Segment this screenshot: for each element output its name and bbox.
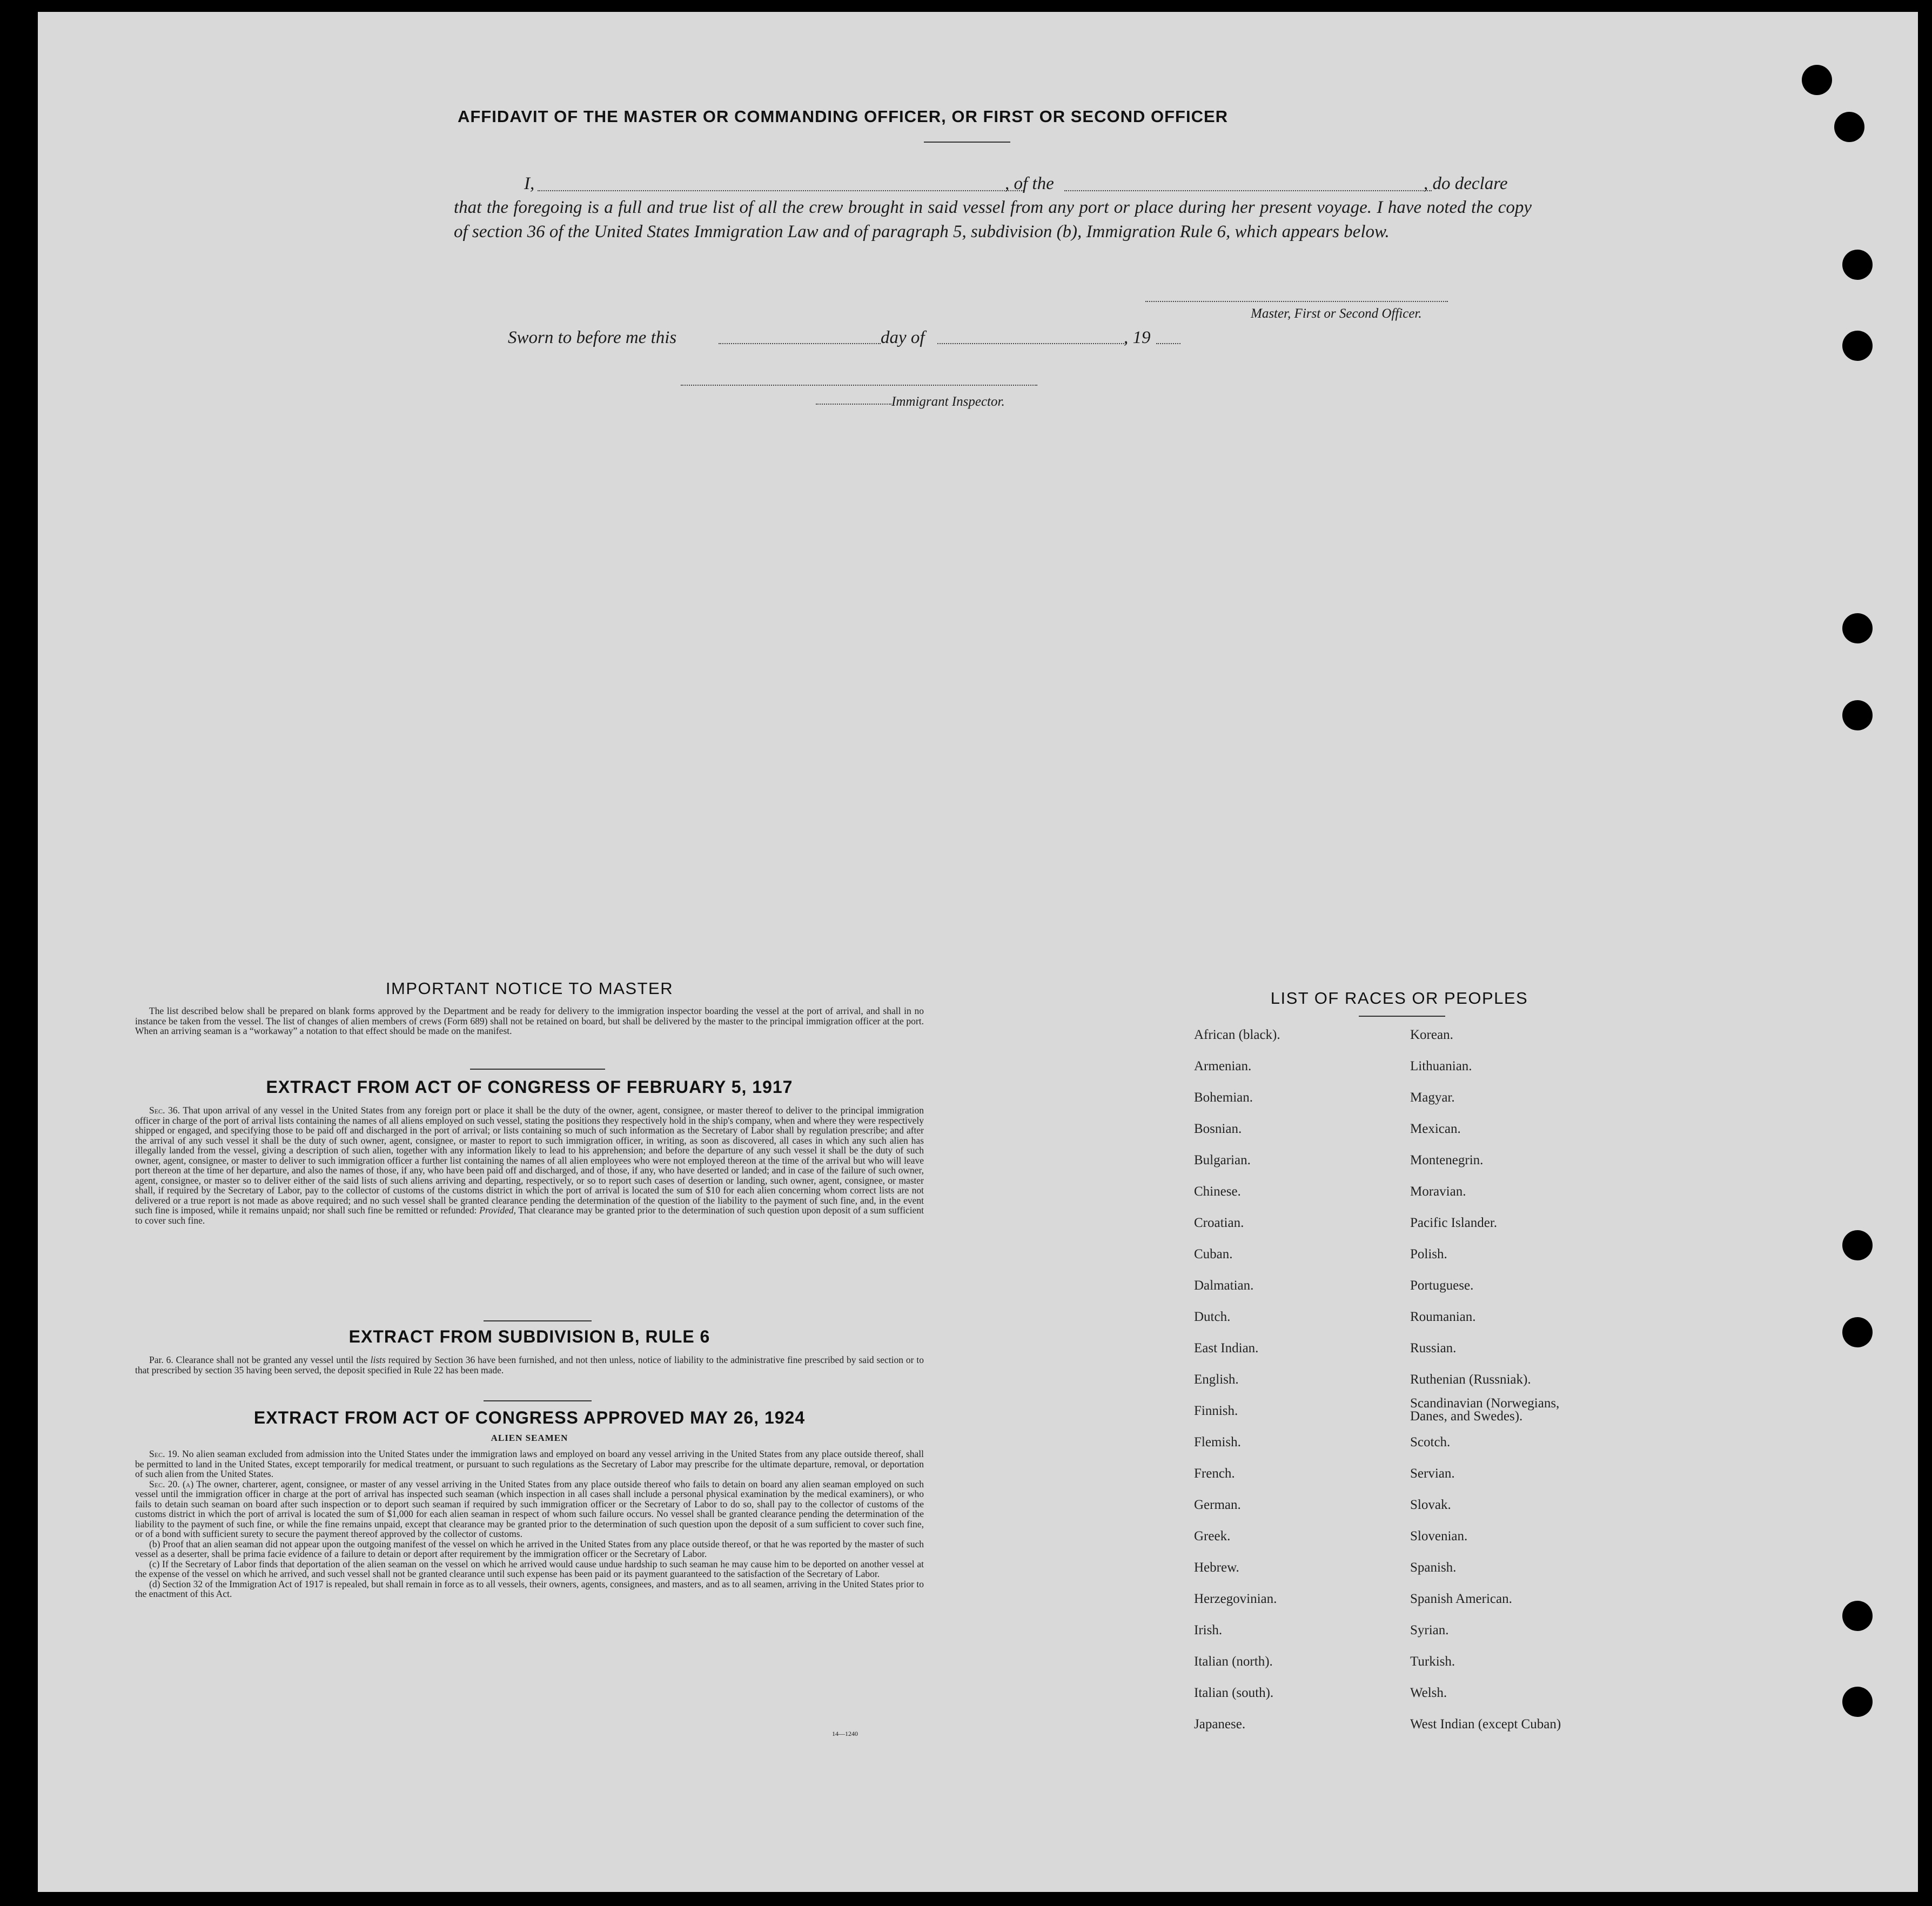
inspector-signature-line: [681, 385, 1037, 386]
race-item: Bosnian.: [1194, 1122, 1242, 1136]
race-item: Scandinavian (Norwegians, Danes, and Swedes).: [1410, 1396, 1560, 1424]
race-item: African (black).: [1194, 1028, 1280, 1042]
race-item: French.: [1194, 1466, 1235, 1481]
extract-1917-text: [135, 1105, 924, 1225]
race-item: German.: [1194, 1498, 1241, 1512]
affidavit-line1-mid: , of the: [1005, 174, 1054, 193]
notice-paragraph: The list described below shall be prepared on blank forms approved by the Department and be ready for delivery to the immigration inspector boarding the vessel at the port of arrival, and shall in no instance be taken from the vessel. The list of changes of alien members of crews (Form 689) shall not be retained on board, but shall be delivered by the master to the principal immigration officer at the port. When an arriving seaman is a “workaway” a notation to that effect should be made on the manifest.: [135, 1005, 924, 1036]
vessel-blank: [1064, 190, 1432, 191]
act-1924-title: EXTRACT FROM ACT OF CONGRESS APPROVED MAY 26, 1924: [253, 1408, 806, 1427]
race-item: Magyar.: [1410, 1090, 1455, 1105]
race-item: Italian (north).: [1194, 1654, 1273, 1669]
race-item: Servian.: [1410, 1466, 1455, 1481]
alien-seamen-subtitle: ALIEN SEAMEN: [491, 1433, 568, 1443]
title-underline: [924, 142, 1010, 143]
affidavit-body: that the foregoing is a full and true list of all the crew brought in said vessel from any port or place during her present voyage. I have noted the copy of section 36 of the United States Immigration Law and of paragraph 5, subdivision (b), Immigration Rule 6, which appears below.: [454, 198, 1532, 241]
rule6-part-a: Par. 6. Clearance shall not be granted any vessel until the: [149, 1354, 368, 1365]
sec20d-body: (d) Section 32 of the Immigration Act of 1917 is repealed, but shall remain in force as to all vessels, their owners, agents, consignees, and masters, and as to all seamen, arriving in the United States prior to the enactment of this Act.: [135, 1578, 924, 1599]
name-blank: [538, 190, 1024, 191]
notice-text: [135, 1006, 924, 1036]
races-title-underline: [1359, 1016, 1445, 1017]
race-item: Finnish.: [1194, 1404, 1238, 1418]
race-item: Montenegrin.: [1410, 1153, 1484, 1167]
punch-hole: [1842, 1230, 1873, 1260]
race-item: Cuban.: [1194, 1247, 1233, 1261]
inspector-short-line: [816, 404, 891, 405]
sworn-year-blank: [1156, 343, 1180, 344]
race-item: Roumanian.: [1410, 1310, 1476, 1324]
extract-1917-divider: [484, 1320, 592, 1321]
race-item: East Indian.: [1194, 1341, 1259, 1355]
race-item: Flemish.: [1194, 1435, 1241, 1449]
punch-hole: [1842, 1601, 1873, 1631]
race-item: Scotch.: [1410, 1435, 1451, 1449]
sec19-body: No alien seaman excluded from admission into the United States under the immigration laws and employed on board any vessel arriving in the United States from any place outside thereof, shall be permitted to land in the United States, except temporarily for medical treatment, or pursuant to such regulations as the Secretary of Labor may prescribe for the ultimate departure, removal, or deportation of such alien from the United States.: [135, 1448, 924, 1479]
sec19-label: Sec. 19.: [149, 1448, 180, 1459]
form-sheet: [38, 12, 1918, 1892]
race-item: Lithuanian.: [1410, 1059, 1472, 1073]
race-item: Italian (south).: [1194, 1686, 1274, 1700]
affidavit-title: AFFIDAVIT OF THE MASTER OR COMMANDING OFFICER, OR FIRST OR SECOND OFFICER: [457, 107, 1229, 126]
race-item: Syrian.: [1410, 1623, 1449, 1637]
punch-hole: [1842, 331, 1873, 361]
extract-1917-title: EXTRACT FROM ACT OF CONGRESS OF FEBRUARY 5, 1917: [266, 1077, 793, 1097]
sworn-day-blank: [719, 343, 881, 344]
notice-divider: [470, 1069, 605, 1070]
rule6-text: [135, 1355, 924, 1375]
punch-hole: [1834, 112, 1864, 142]
rule6-title: EXTRACT FROM SUBDIVISION B, RULE 6: [348, 1327, 710, 1346]
sec36-body: That upon arrival of any vessel in the United States from any foreign port or place it shall be the duty of the owner, agent, consignee, or master thereof to deliver to the principal immigration officer in charge of the port of arrival lists containing the names of all aliens employed on such vessel, stating the positions they respectively hold in the ship's company, when and where they were respectively shipped or engaged, and specifying those to be paid off and discharged in the port of arrival; or lists containing so much of such information as the Secretary of Labor shall by regulation prescribe; and after the arrival of any such vessel it shall be the duty of such owner, agent, consignee, or master to report to such immigration officer, in writing, as soon as discovered, all cases in which any such alien has illegally landed from the vessel, giving a description of such alien, together with any information likely to lead to his apprehension; and before the departure of any such vessel it shall be the duty of such owner, agent, consignee, or master to deliver to such immigration officer a further list containing the names of all alien employees who were not employed thereon at the time of the arrival but who will leave port thereon at the time of her departure, and also the names of those, if any, who have been paid off and discharged, and of those, if any, who have deserted or landed; and in case of the failure of such owner, agent, consignee, or master so to deliver either of the said lists of such aliens arriving and departing, respectively, or so to report such cases of desertion or landing, such owner, agent, consignee, or master shall, if required by the Secretary of Labor, pay to the collector of customs of the customs district in which the port of arrival is located the sum of $10 for each alien concerning whom correct lists are not delivered or a true report is not made as above required; and no such vessel shall be granted clearance pending the determination of the question of the liability to the payment of such fine, and, in the event such fine is imposed, while it remains unpaid; nor shall such fine be remitted or refunded:: [135, 1105, 924, 1216]
act-1924-text: [135, 1449, 924, 1599]
race-item: Spanish American.: [1410, 1592, 1512, 1606]
sec36-label: Sec. 36.: [149, 1105, 180, 1116]
sec20a-body: The owner, charterer, agent, consignee, or master of any vessel arriving in the United States from any place outside thereof who fails to detain on board any alien seaman employed on such vessel until the immigration officer in charge at the port of arrival has inspected such seaman (which inspection in all cases shall include a personal physical examination by the medical examiners), or who fails to detain such seaman on board after such inspection or to deport such seaman if required by such immigration officer or the Secretary of Labor to do so, shall pay to the collector of customs of the customs district in which the port of arrival is located the sum of $1,000 for each alien seaman in respect of whom such failure occurs. No vessel shall be granted clearance pending the determination of the liability to the payment of such fine, or while the fine remains unpaid, except that clearance may be granted prior to the determination of such question upon the deposit of a sum sufficient to cover such fine, or of a bond with sufficient surety to secure the payment thereof approved by the collector of customs.: [135, 1478, 924, 1539]
notice-title: IMPORTANT NOTICE TO MASTER: [385, 979, 674, 998]
sec20b-body: (b) Proof that an alien seaman did not appear upon the outgoing manifest of the vessel on which he arrived in the United States from any place outside thereof, or that he was reported by the master of such vessel as a deserter, shall be prima facie evidence of a failure to detain or deport after requirement by the immigration officer or the Secretary of Labor.: [135, 1538, 924, 1559]
proviso-word: Provided,: [479, 1205, 516, 1216]
rule6-part-b: required by Section 36 have been furnished, and not then unless, notice of liability to the administrative fine prescribed by said section or to that prescribed by section 35 having been served, the deposit specified in Rule 22 has been made.: [135, 1354, 924, 1375]
race-item: Chinese.: [1194, 1184, 1241, 1199]
race-item: Dutch.: [1194, 1310, 1231, 1324]
race-item: Ruthenian (Russniak).: [1410, 1372, 1531, 1387]
proviso-text: That clearance may be granted prior to the determination of such question upon deposit of a sum sufficient to cover such fine.: [135, 1205, 924, 1226]
race-item: Pacific Islander.: [1410, 1216, 1498, 1230]
race-item: Japanese.: [1194, 1717, 1246, 1731]
race-item: Mexican.: [1410, 1122, 1461, 1136]
punch-hole: [1842, 613, 1873, 643]
affidavit-line1-end: , do declare: [1424, 174, 1508, 193]
punch-hole: [1842, 250, 1873, 280]
punch-hole: [1802, 65, 1832, 95]
race-item: Bulgarian.: [1194, 1153, 1251, 1167]
affidavit-line1-prefix: I,: [524, 174, 535, 193]
race-item: Greek.: [1194, 1529, 1231, 1543]
race-item: Portuguese.: [1410, 1278, 1474, 1293]
race-item: Korean.: [1410, 1028, 1453, 1042]
race-item: Armenian.: [1194, 1059, 1252, 1073]
race-item: Bohemian.: [1194, 1090, 1253, 1105]
race-item: Herzegovinian.: [1194, 1592, 1277, 1606]
race-item: Hebrew.: [1194, 1560, 1239, 1575]
race-item: Turkish.: [1410, 1654, 1455, 1669]
sec20-label: Sec. 20. (a): [149, 1478, 194, 1489]
race-item: English.: [1194, 1372, 1239, 1387]
race-item: Slovenian.: [1410, 1529, 1468, 1543]
signature-line: [1145, 301, 1448, 302]
sworn-day: day of: [881, 328, 925, 347]
race-item: Moravian.: [1410, 1184, 1466, 1199]
race-item: Polish.: [1410, 1247, 1447, 1261]
inspector-label: Immigrant Inspector.: [891, 394, 1005, 409]
punch-hole: [1842, 1687, 1873, 1717]
signature-label: Master, First or Second Officer.: [1251, 306, 1422, 321]
race-item: Slovak.: [1410, 1498, 1451, 1512]
form-number: 14—1240: [832, 1730, 858, 1737]
sworn-prefix: Sworn to before me this: [508, 328, 677, 347]
race-item: Welsh.: [1410, 1686, 1447, 1700]
punch-hole: [1842, 1317, 1873, 1347]
race-item: Spanish.: [1410, 1560, 1457, 1575]
sec20c-body: (c) If the Secretary of Labor finds that deportation of the alien seaman on the vessel on which he arrived would cause undue hardship to such seaman he may cause him to be deported on another vessel at the expense of the vessel on which he arrived, and such vessel shall not be granted clearance until such expense has been paid or its payment guaranteed to the satisfaction of the Secretary of Labor.: [135, 1558, 924, 1579]
race-item: Dalmatian.: [1194, 1278, 1254, 1293]
sworn-month-blank: [937, 343, 1126, 344]
sworn-year: , 19: [1124, 328, 1151, 347]
race-item: Croatian.: [1194, 1216, 1244, 1230]
punch-hole: [1842, 700, 1873, 730]
race-item: West Indian (except Cuban): [1410, 1717, 1561, 1731]
rule6-divider: [484, 1400, 592, 1401]
race-item: Irish.: [1194, 1623, 1223, 1637]
rule6-lists-word: lists: [370, 1354, 386, 1365]
race-item: Russian.: [1410, 1341, 1457, 1355]
races-title: LIST OF RACES OR PEOPLES: [1270, 989, 1528, 1008]
